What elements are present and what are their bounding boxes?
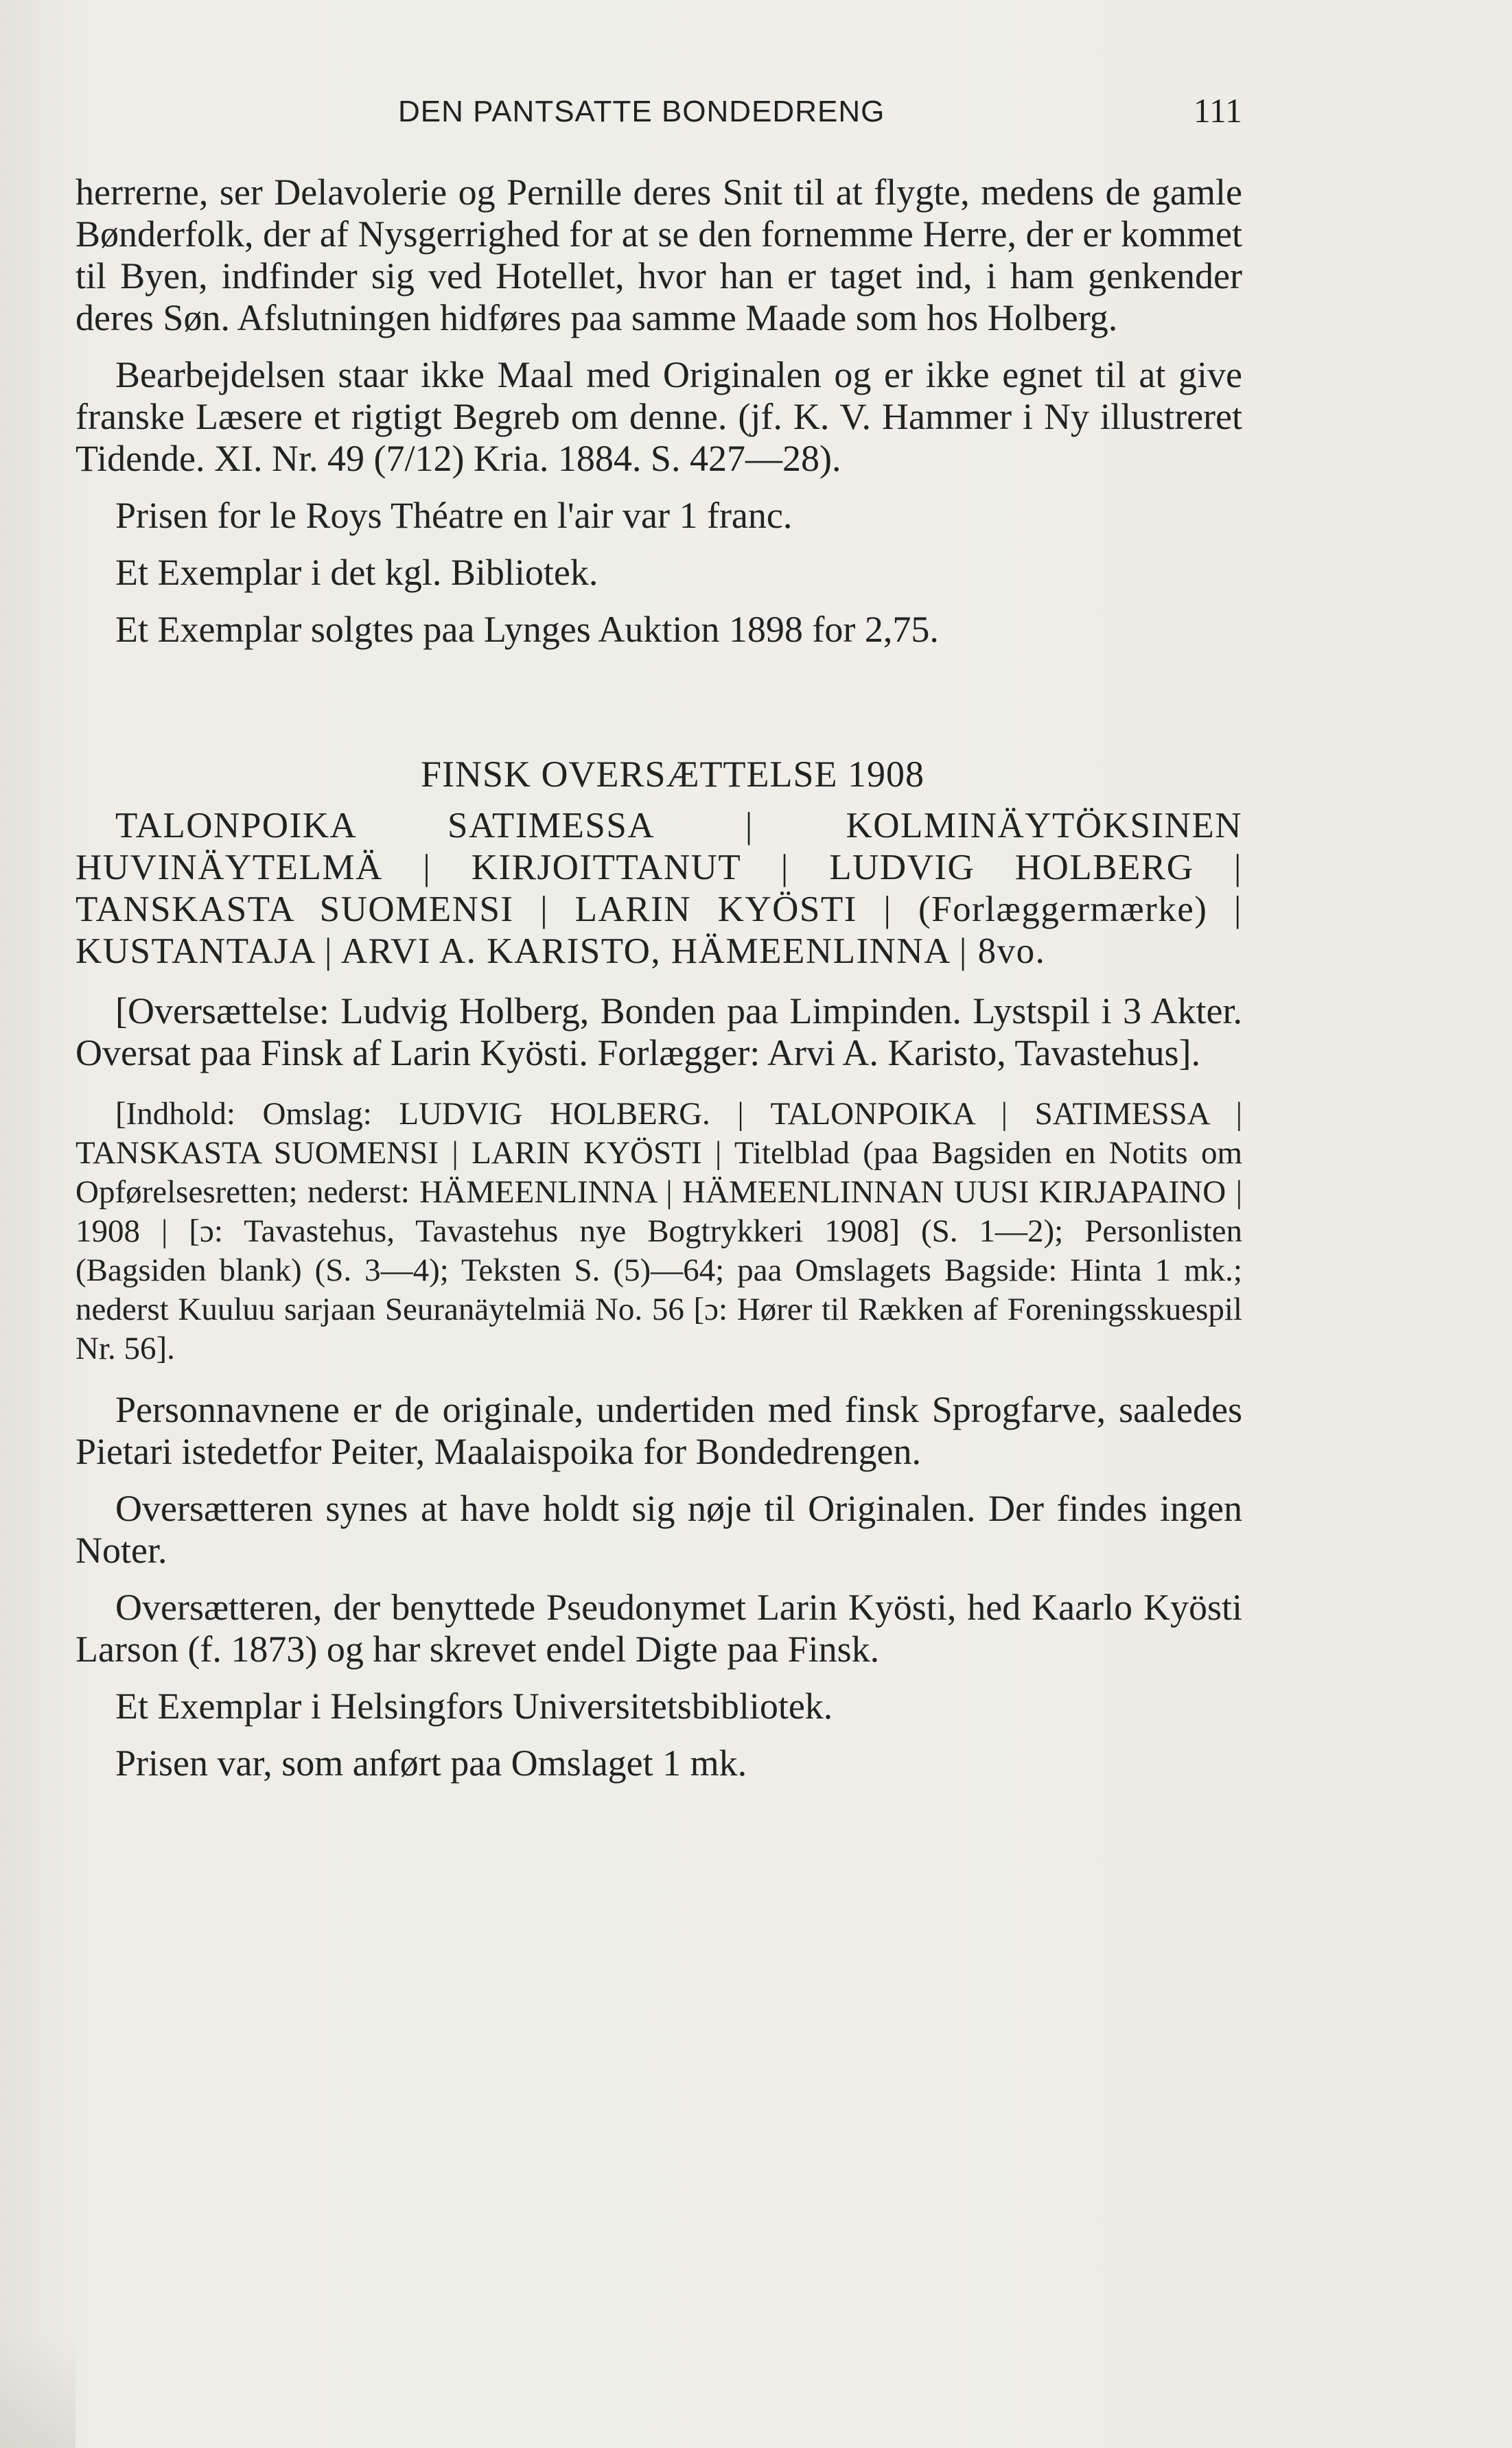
paragraph-library-copy: Et Exemplar i det kgl. Bibliotek. (115, 552, 598, 593)
running-head (75, 88, 1242, 143)
paragraph-auction: Et Exemplar solgtes paa Lynges Auktion 1898 for 2,75. (115, 609, 939, 650)
running-title: DEN PANTSATTE BONDEDRENG (398, 95, 885, 128)
paragraph-adaptation: Bearbejdelsen staar ikke Maal med Originalen og er ikke egnet til at give franske Læsere et rigtigt Begreb om denne. (jf. K. V. Hammer i Ny illustreret Tidende. XI. Nr. 49 (7/12) Kria. 1884. S. 427—28). (75, 354, 1242, 479)
paragraph-translator: Oversætteren, der benyttede Pseudonymet Larin Kyösti, hed Kaarlo Kyösti Larson (f. 1873) og har skrevet endel Digte paa Finsk. (75, 1587, 1242, 1670)
paragraph-helsinki-copy: Et Exemplar i Helsingfors Universitetsbibliotek. (115, 1686, 833, 1727)
paragraph-names: Personnavnene er de originale, undertiden med finsk Sprogfarve, saaledes Pietari istedetfor Peiter, Maalaispoika for Bondedrengen. (75, 1389, 1242, 1472)
paragraph-finnish-price: Prisen var, som anført paa Omslaget 1 mk. (115, 1742, 747, 1784)
section-spacer (75, 651, 1242, 754)
page-number: 111 (1193, 91, 1242, 130)
translation-note: [Oversættelse: Ludvig Holberg, Bonden paa Limpinden. Lystspil i 3 Akter. Oversat paa Finsk af Larin Kyösti. Forlægger: Arvi A. Karisto, Tavastehus]. (75, 990, 1242, 1073)
section-title: FINSK OVERSÆTTELSE 1908 (420, 754, 925, 795)
paragraph-price: Prisen for le Roys Théatre en l'air var 1 franc. (115, 495, 793, 536)
text-column (75, 172, 1242, 1784)
contents-note: [Indhold: Omslag: LUDVIG HOLBERG. | TALONPOIKA | SATIMESSA | TANSKASTA SUOMENSI | LARIN KYÖSTI | Titelblad (paa Bagsiden en Notits om Opførelsesretten; nederst: HÄMEENLINNA | HÄMEENLINNAN UUSI KIRJAPAINO | 1908 | [ɔ: Tavastehus, Tavastehus nye Bogtrykkeri 1908] (S. 1—2); Personlisten (Bagsiden blank) (S. 3—4); Teksten S. (5)—64; paa Omslagets Bagside: Hinta 1 mk.; nederst Kuuluu sarjaan Seuranäytelmiä No. 56 [ɔ: Hører til Rækken af Foreningsskuespil Nr. 56]. (75, 1096, 1242, 1366)
paragraph-fidelity: Oversætteren synes at have holdt sig nøje til Originalen. Der findes ingen Noter. (75, 1488, 1242, 1571)
title-transcription: TALONPOIKA SATIMESSA | KOLMINÄYTÖKSINEN HUVINÄYTELMÄ | KIRJOITTANUT | LUDVIG HOLBERG | TANSKASTA SUOMENSI | LARIN KYÖSTI | (Forlæggermærke) | KUSTANTAJA | ARVI A. KARISTO, HÄMEENLINNA | 8vo. (75, 806, 1242, 971)
paragraph-plot-summary: herrerne, ser Delavolerie og Pernille deres Snit til at flygte, medens de gamle Bønderfolk, der af Nysgerrighed for at se den fornemme Herre, der er kommet til Byen, indfinder sig ved Hotellet, hvor han er taget ind, i ham genkender deres Søn. Afslutningen hidføres paa samme Maade som hos Holberg. (75, 172, 1242, 338)
page-edge-shadow (0, 2333, 75, 2448)
